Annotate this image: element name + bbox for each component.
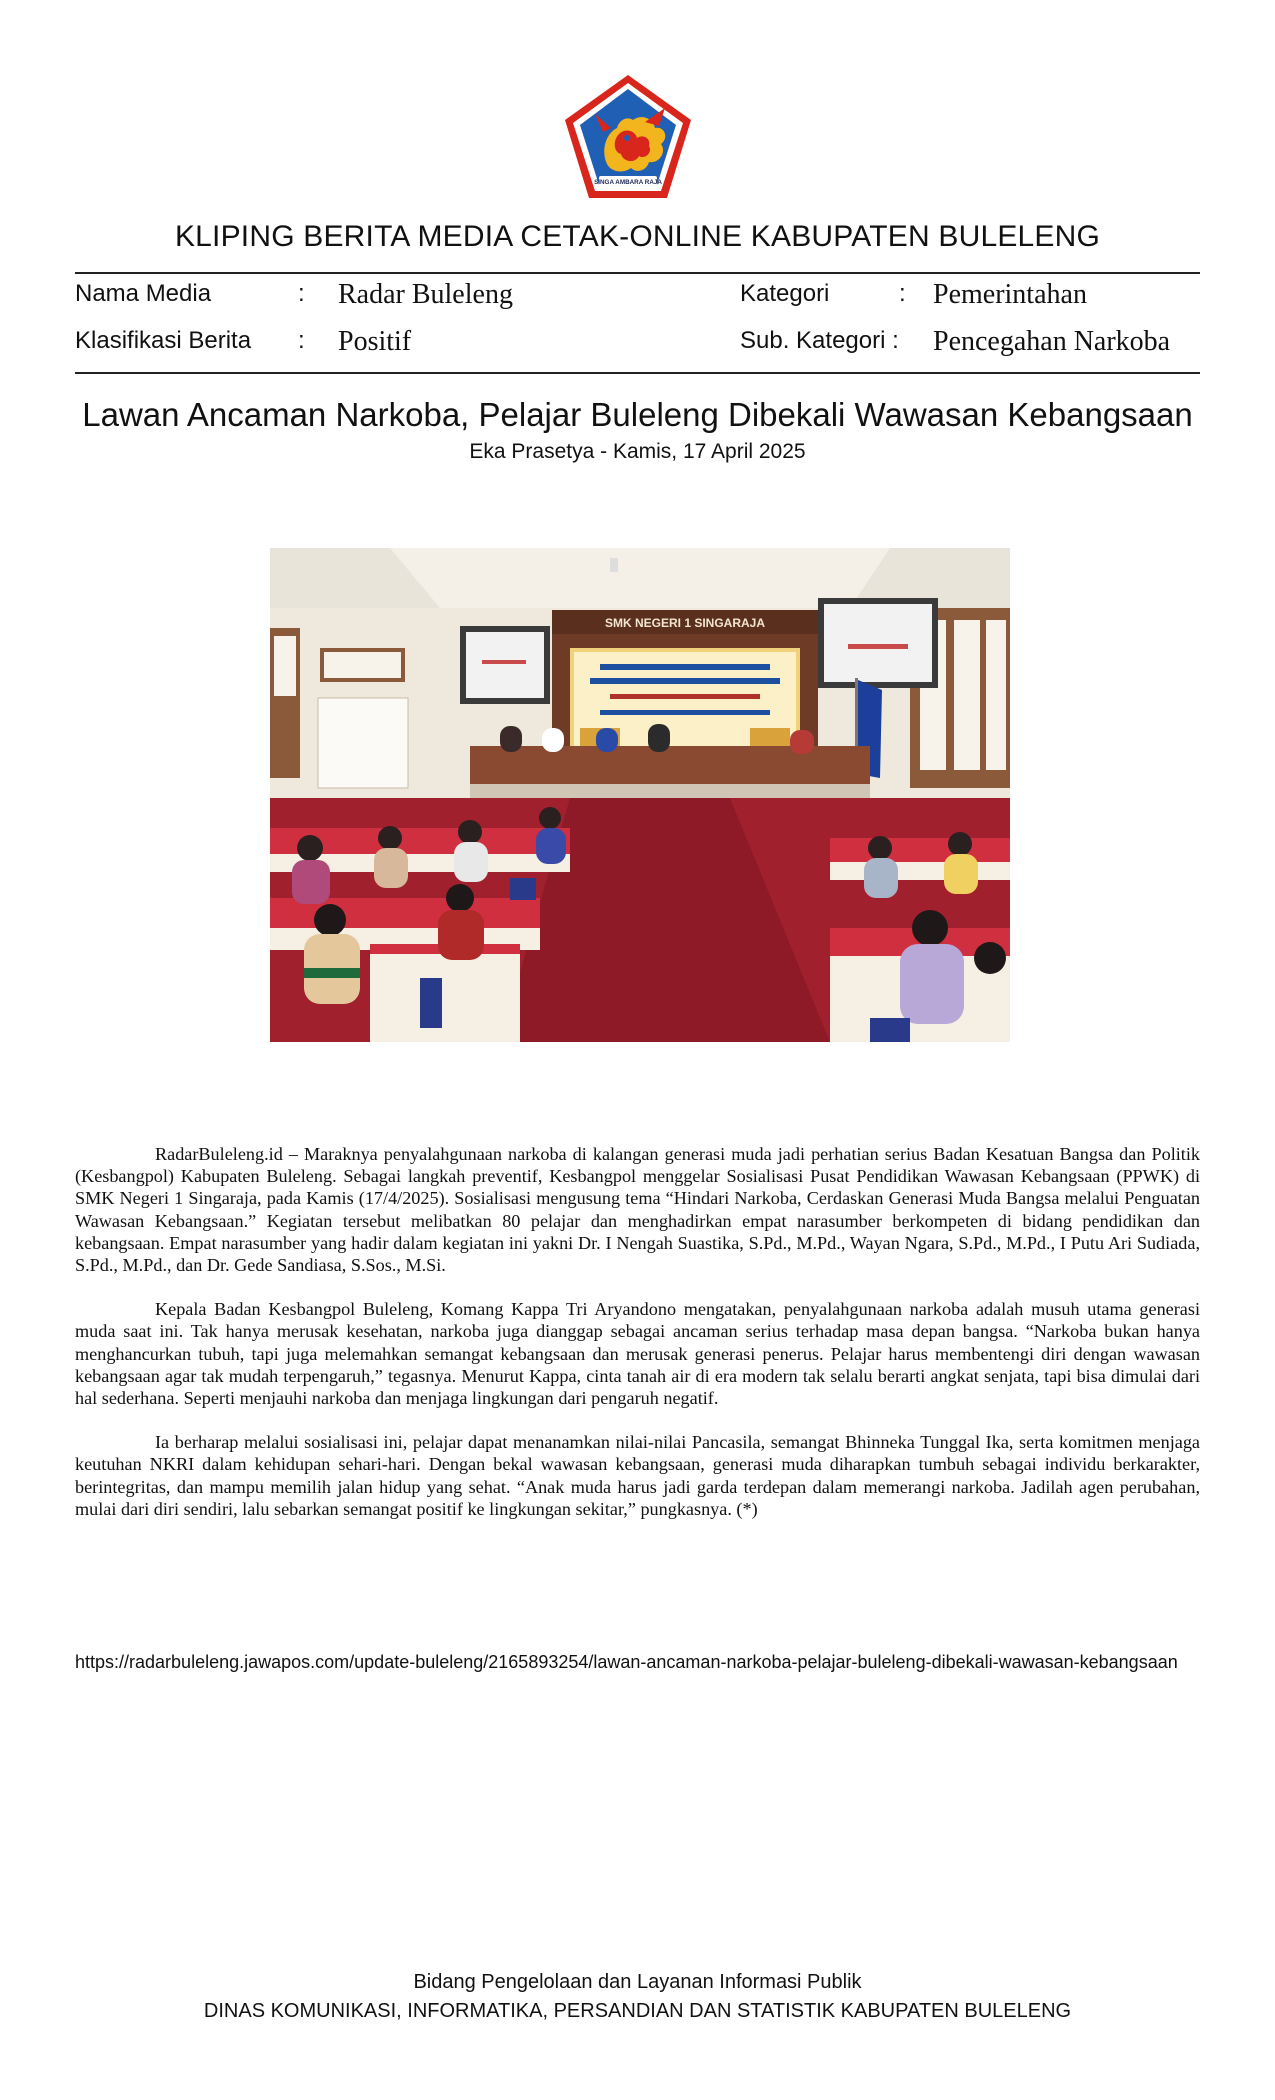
footer-agency: DINAS KOMUNIKASI, INFORMATIKA, PERSANDIAN DAN STATISTIK KABUPATEN BULELENG (203, 2000, 1072, 2022)
header-top-divider (75, 272, 1200, 274)
meta-row-classification (75, 327, 1200, 367)
article-body (75, 1143, 1200, 1542)
kabupaten-buleleng-logo (561, 72, 695, 202)
article-paragraph: RadarBuleleng.id – Maraknya penyalahgunaan narkoba di kalangan generasi muda jadi perhatian serius Badan Kesatuan Bangsa dan Politik (Kesbangpol) Kabupaten Buleleng. Sebagai langkah preventif, Kesbangpol menggelar Sosialisasi Pusat Pendidikan Wawasan Kebangsaan (PPWK) di SMK Negeri 1 Singaraja, pada Kamis (17/4/2025). Sosialisasi mengusung tema “Hindari Narkoba, Cerdaskan Generasi Muda Bangsa melalui Penguatan Wawasan Kebangsaan.” Kegiatan tersebut melibatkan 80 pelajar dan menghadirkan empat narasumber berkompeten di bidang pendidikan dan kebangsaan. Empat narasumber yang hadir dalam kegiatan ini yakni Dr. I Nengah Suastika, S.Pd., M.Pd., Wayan Ngara, S.Pd., M.Pd., I Putu Ari Sudiada, S.Pd., M.Pd., dan Dr. Gede Sandiasa, S.Sos., M.Si. (75, 1144, 1200, 1276)
logo-motto-text: SINGA AMBARA RAJA (594, 179, 662, 186)
article-title: Lawan Ancaman Narkoba, Pelajar Buleleng Dibekali Wawasan Kebangsaan (82, 396, 1193, 433)
meta-row-media (75, 280, 1200, 320)
document-header-title: KLIPING BERITA MEDIA CETAK-ONLINE KABUPATEN BULELENG (174, 220, 1101, 253)
source-link[interactable]: https://radarbuleleng.jawapos.com/update-buleleng/2165893254/lawan-ancaman-narkoba-pelajar-buleleng-dibekali-wawasan-kebangsaan (75, 1652, 1178, 1672)
subcategory-label: Sub. Kategori : (740, 327, 899, 354)
classification-separator: : (298, 327, 305, 354)
article-paragraph: Kepala Badan Kesbangpol Buleleng, Komang Kappa Tri Aryandono mengatakan, penyalahgunaan narkoba adalah musuh utama generasi muda saat ini. Tak hanya merusak kesehatan, narkoba juga dianggap sebagai ancaman serius terhadap masa depan bangsa. “Narkoba bukan hanya menghancurkan tubuh, tapi juga melemahkan semangat kebangsaan dan merusak generasi penerus. Pelajar harus membentengi diri dengan wawasan kebangsaan agar tak mudah terpengaruh,” tegasnya. Menurut Kappa, cinta tanah air di era modern tak selalu berarti angkat senjata, tapi bisa dimulai dari hal sederhana. Seperti menjauhi narkoba dan menjaga lingkungan dari pengaruh negatif. (75, 1299, 1200, 1409)
media-value: Radar Buleleng (338, 279, 513, 310)
media-separator: : (298, 280, 305, 307)
category-value: Pemerintahan (933, 279, 1087, 310)
category-label: Kategori (740, 280, 830, 307)
header-bottom-divider (75, 372, 1200, 374)
article-paragraph: Ia berharap melalui sosialisasi ini, pelajar dapat menanamkan nilai-nilai Pancasila, semangat Bhinneka Tunggal Ika, serta komitmen menjaga keutuhan NKRI dalam kehidupan sehari-hari. Dengan bekal wawasan kebangsaan, generasi muda diharapkan tumbuh sebagai individu berkarakter, berintegritas, dan mampu memilih jalan hidup yang sehat. “Anak muda harus jadi garda terdepan dalam memerangi narkoba. Jadilah agen perubahan, mulai dari diri sendiri, lalu sebarkan semangat positif ke lingkungan sekitar,” pungkasnya. (*) (75, 1432, 1200, 1519)
classification-value: Positif (338, 326, 412, 357)
category-separator: : (899, 280, 906, 307)
photo-school-sign: SMK NEGERI 1 SINGARAJA (604, 616, 766, 630)
article-byline: Eka Prasetya - Kamis, 17 April 2025 (469, 440, 806, 463)
footer-division: Bidang Pengelolaan dan Layanan Informasi Publik (413, 1971, 862, 1993)
event-photo (270, 548, 1010, 1042)
document-footer (0, 1968, 1275, 2026)
subcategory-value: Pencegahan Narkoba (933, 326, 1171, 357)
media-label: Nama Media (75, 280, 212, 307)
classification-label: Klasifikasi Berita (75, 327, 252, 354)
